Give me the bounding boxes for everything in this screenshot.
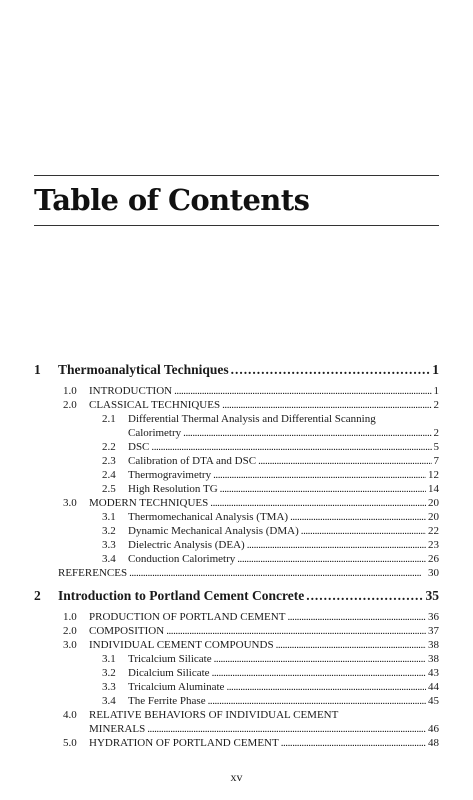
entry-title: PRODUCTION OF PORTLAND CEMENT [89, 611, 286, 623]
dot-leader [220, 482, 426, 496]
entry-number: 2.0 [63, 625, 77, 637]
entry-title: Dicalcium Silicate [128, 667, 210, 679]
entry-title: INTRODUCTION [89, 385, 173, 397]
entry-number: 3.2 [102, 667, 116, 679]
dot-leader [276, 638, 426, 652]
entry-number: 2 [34, 588, 41, 603]
toc-subentry[interactable] [102, 666, 439, 680]
toc-subentry[interactable] [102, 440, 439, 454]
toc-entry[interactable] [58, 566, 439, 580]
toc-subentry[interactable] [102, 482, 439, 496]
entry-title: REFERENCES [58, 567, 128, 579]
toc-subentry[interactable] [102, 552, 439, 566]
entry-title: Dynamic Mechanical Analysis (DMA) [128, 525, 299, 537]
dot-leader [214, 652, 426, 666]
dot-leader [222, 398, 431, 412]
entry-title: Thermomechanical Analysis (TMA) [128, 511, 289, 523]
top-rule [34, 175, 439, 176]
entry-page-number: 38 [428, 653, 439, 665]
entry-number: 3.2 [102, 525, 116, 537]
toc-entry[interactable] [63, 624, 439, 638]
entry-number: 2.3 [102, 455, 116, 467]
dot-leader [247, 538, 426, 552]
entry-page-number: 14 [428, 483, 439, 495]
entry-title: Tricalcium Aluminate [128, 681, 225, 693]
dot-leader [281, 736, 426, 750]
entry-page-number: 45 [428, 695, 439, 707]
dot-leader [287, 610, 426, 624]
entry-title: DSC [128, 441, 150, 453]
chapter-heading[interactable] [34, 587, 439, 604]
dot-leader [258, 454, 431, 468]
entry-page-number: 7 [433, 455, 439, 467]
entry-page-number: 1 [432, 362, 439, 377]
entry-number: 1 [34, 362, 41, 377]
entry-page-number: 20 [428, 497, 439, 509]
entry-number: 2.4 [102, 469, 116, 481]
toc-subentry[interactable] [102, 538, 439, 552]
dot-leader [301, 524, 426, 538]
toc-subentry[interactable] [102, 510, 439, 524]
toc-entry[interactable] [63, 398, 439, 412]
entry-page-number: 20 [428, 511, 439, 523]
entry-title: Tricalcium Silicate [128, 653, 212, 665]
entry-title: Calorimetry [128, 427, 182, 439]
entry-title: COMPOSITION [89, 625, 165, 637]
entry-page-number: 48 [428, 737, 439, 749]
toc-subentry[interactable] [102, 454, 439, 468]
dot-leader [290, 510, 426, 524]
entry-title: Differential Thermal Analysis and Differential Scanning [128, 413, 376, 425]
entry-page-number: 30 [428, 567, 439, 579]
dot-leader [231, 361, 431, 378]
entry-page-number: 2 [433, 427, 439, 439]
toc-subentry[interactable] [102, 468, 439, 482]
toc-subentry[interactable] [102, 680, 439, 694]
dot-leader [151, 440, 431, 454]
entry-title: Thermoanalytical Techniques [58, 362, 229, 377]
entry-number: 2.2 [102, 441, 116, 453]
toc-entry[interactable] [63, 496, 439, 510]
dot-leader [174, 384, 431, 398]
toc-entry[interactable] [128, 426, 439, 440]
entry-title: Thermogravimetry [128, 469, 212, 481]
entry-page-number: 23 [428, 539, 439, 551]
entry-title: Introduction to Portland Cement Concrete [58, 588, 305, 603]
dot-leader [226, 680, 426, 694]
bottom-rule [34, 225, 439, 226]
toc-entry[interactable] [89, 722, 439, 736]
toc-entry[interactable] [63, 638, 439, 652]
entry-title: Calibration of DTA and DSC [128, 455, 257, 467]
entry-page-number: 38 [428, 639, 439, 651]
toc-entry[interactable] [63, 708, 439, 722]
entry-number: 3.1 [102, 653, 116, 665]
toc-entry[interactable] [63, 610, 439, 624]
entry-number: 3.3 [102, 539, 116, 551]
entry-number: 2.1 [102, 413, 116, 425]
toc-subentry[interactable] [102, 412, 439, 426]
entry-number: 3.1 [102, 511, 116, 523]
chapter-heading[interactable] [34, 361, 439, 378]
entry-title: INDIVIDUAL CEMENT COMPOUNDS [89, 639, 274, 651]
entry-number: 1.0 [63, 611, 77, 623]
dot-leader [212, 666, 426, 680]
entry-number: 3.0 [63, 497, 77, 509]
entry-page-number: 37 [428, 625, 439, 637]
dot-leader [208, 694, 426, 708]
entry-number: 3.4 [102, 695, 116, 707]
entry-title: The Ferrite Phase [128, 695, 206, 707]
entry-title: Dielectric Analysis (DEA) [128, 539, 245, 551]
toc-subentry[interactable] [102, 524, 439, 538]
entry-number: 3.4 [102, 553, 116, 565]
dot-leader [147, 722, 426, 736]
entry-title: CLASSICAL TECHNIQUES [89, 399, 221, 411]
toc-entry[interactable] [63, 384, 439, 398]
entry-number: 5.0 [63, 737, 77, 749]
entry-page-number: 2 [433, 399, 439, 411]
entry-page-number: 35 [425, 588, 439, 603]
entry-page-number: 22 [428, 525, 439, 537]
page-title: Table of Contents [34, 183, 310, 217]
dot-leader [306, 587, 423, 604]
entry-number: 3.0 [63, 639, 77, 651]
dot-leader [183, 426, 431, 440]
page-number: xv [230, 770, 243, 784]
entry-number: 1.0 [63, 385, 77, 397]
dot-leader [166, 624, 426, 638]
entry-title: HYDRATION OF PORTLAND CEMENT [89, 737, 279, 749]
entry-page-number: 44 [428, 681, 439, 693]
entry-title: MODERN TECHNIQUES [89, 497, 209, 509]
entry-page-number: 1 [433, 385, 439, 397]
toc-entry[interactable] [63, 736, 439, 750]
entry-page-number: 36 [428, 611, 439, 623]
entry-page-number: 26 [428, 553, 439, 565]
entry-page-number: 46 [428, 723, 439, 735]
entry-page-number: 43 [428, 667, 439, 679]
entry-page-number: 5 [433, 441, 439, 453]
entry-title: MINERALS [89, 723, 146, 735]
entry-title: RELATIVE BEHAVIORS OF INDIVIDUAL CEMENT [89, 709, 339, 721]
entry-number: 4.0 [63, 709, 77, 721]
toc-subentry[interactable] [102, 652, 439, 666]
entry-title: High Resolution TG [128, 483, 218, 495]
dot-leader [213, 468, 426, 482]
entry-number: 2.5 [102, 483, 116, 495]
entry-title: Conduction Calorimetry [128, 553, 236, 565]
entry-number: 2.0 [63, 399, 77, 411]
dot-leader [210, 496, 426, 510]
entry-page-number: 12 [428, 469, 439, 481]
toc-subentry[interactable] [102, 694, 439, 708]
dot-leader [129, 566, 426, 580]
dot-leader [237, 552, 426, 566]
entry-number: 3.3 [102, 681, 116, 693]
